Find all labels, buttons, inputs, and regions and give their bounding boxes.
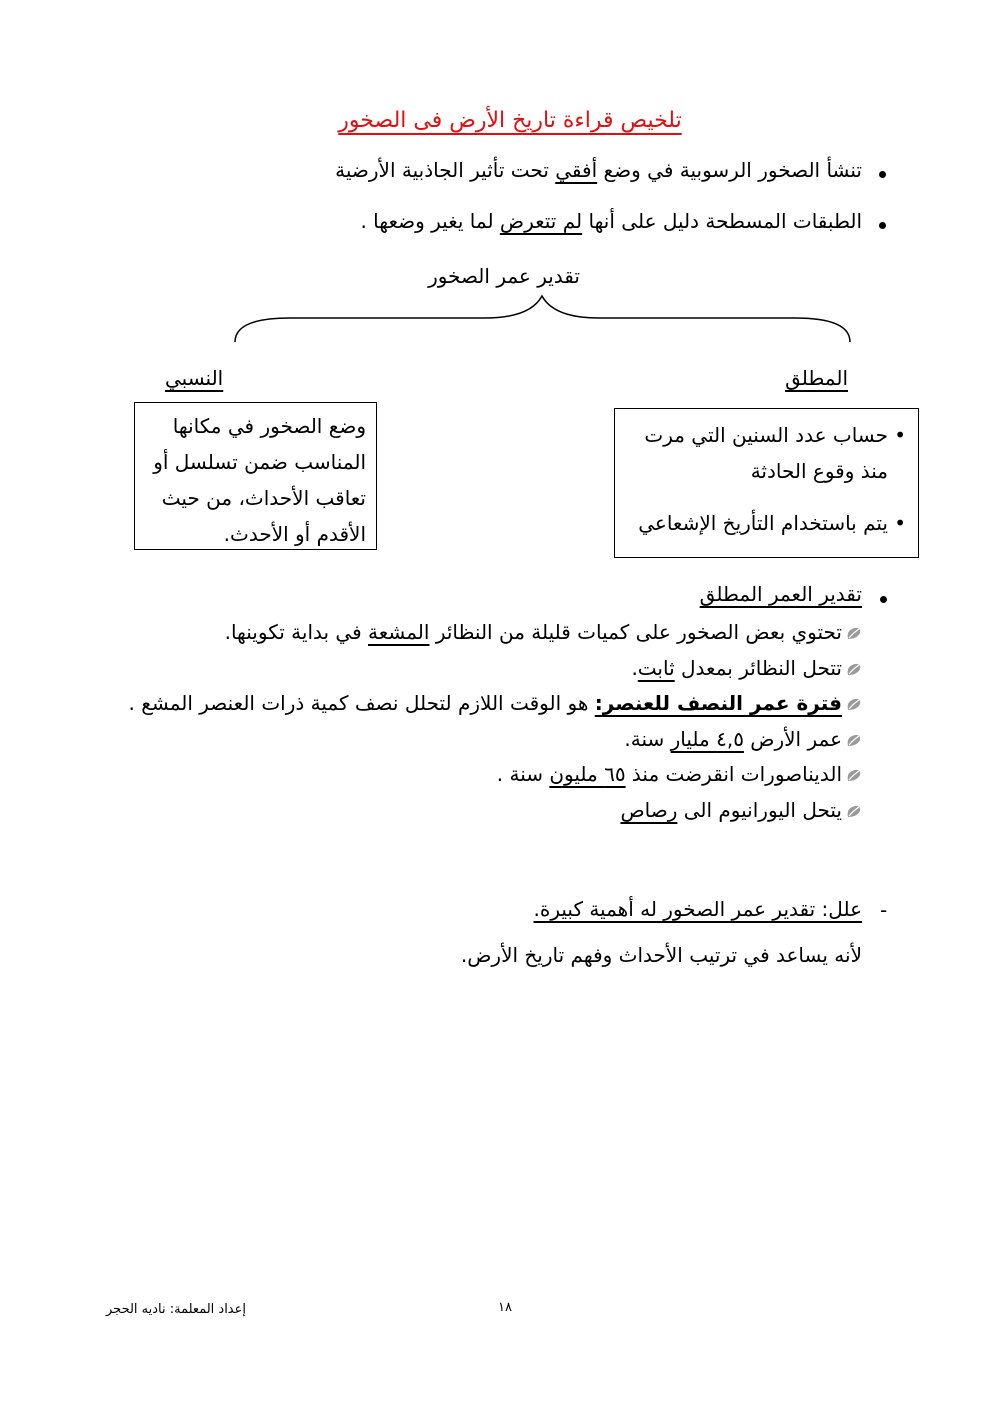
intro-text: الطبقات المسطحة دليل على أنها [582,209,862,233]
absolute-section-heading: تقدير العمر المطلق [699,582,862,606]
absolute-item-1: • حساب عدد السنين التي مرت منذ وقوع الحادثة [621,417,906,489]
intro-bullet-2 [360,209,862,233]
leaf-bullet-icon [846,734,862,747]
intro-emphasis: أفقي [555,158,598,182]
absolute-label: المطلق [785,366,848,390]
bullet-dot [879,222,886,229]
question-text: علل: تقدير عمر الصخور له أهمية كبيرة. [533,897,862,921]
leaf-bullet-icon [846,805,862,818]
leaf-bullet-icon [846,698,862,711]
list-item: عمر الأرض ٤,٥ مليار سنة. [129,722,863,758]
intro-text: لما يغير وضعها . [360,209,500,233]
bullet-dot: • [894,423,906,447]
page-number: ١٨ [498,1300,512,1315]
footer-author: إعداد المعلمة: ناديه الحجر [106,1302,247,1317]
answer-text: لأنه يساعد في ترتيب الأحداث وفهم تاريخ الأرض. [460,943,862,967]
absolute-item-2: • يتم باستخدام التأريخ الإشعاعي [621,505,906,541]
leaf-bullet-icon [846,769,862,782]
list-item: فترة عمر النصف للعنصر: هو الوقت اللازم لتحلل نصف كمية ذرات العنصر المشع . [129,686,863,722]
intro-emphasis: لم تتعرض [499,209,583,233]
relative-line: تعاقب الأحداث، من حيث [161,486,366,510]
bullet-dot: • [894,511,906,535]
relative-line: المناسب ضمن تسلسل أو [153,450,366,474]
question-dash: - [880,898,888,922]
absolute-list [129,615,863,828]
diagram-heading: تقدير عمر الصخور [428,264,580,288]
list-item: تتحل النظائر بمعدل ثابت. [129,651,863,687]
bullet-dot [880,596,887,603]
list-item: تحتوي بعض الصخور على كميات قليلة من النظائر المشعة في بداية تكوينها. [129,615,863,651]
leaf-bullet-icon [846,663,862,676]
leaf-bullet-icon [846,627,862,640]
intro-text: تحت تأثير الجاذبية الأرضية [335,158,556,182]
page-title: تلخيص قراءة تاريخ الأرض فى الصخور [338,108,682,133]
relative-line: الأقدم أو الأحدث. [223,522,366,546]
intro-bullet-1 [335,158,862,182]
relative-label: النسبي [165,366,224,390]
relative-box [134,402,377,550]
curly-brace [230,292,855,348]
list-item: الديناصورات انقرضت منذ ٦٥ مليون سنة . [129,757,863,793]
bullet-dot [879,171,886,178]
absolute-box [614,408,919,558]
relative-line: وضع الصخور في مكانها [172,414,366,438]
list-item: يتحل اليورانيوم الى رصاص [129,793,863,829]
intro-text: تنشأ الصخور الرسوبية في وضع [597,158,862,182]
